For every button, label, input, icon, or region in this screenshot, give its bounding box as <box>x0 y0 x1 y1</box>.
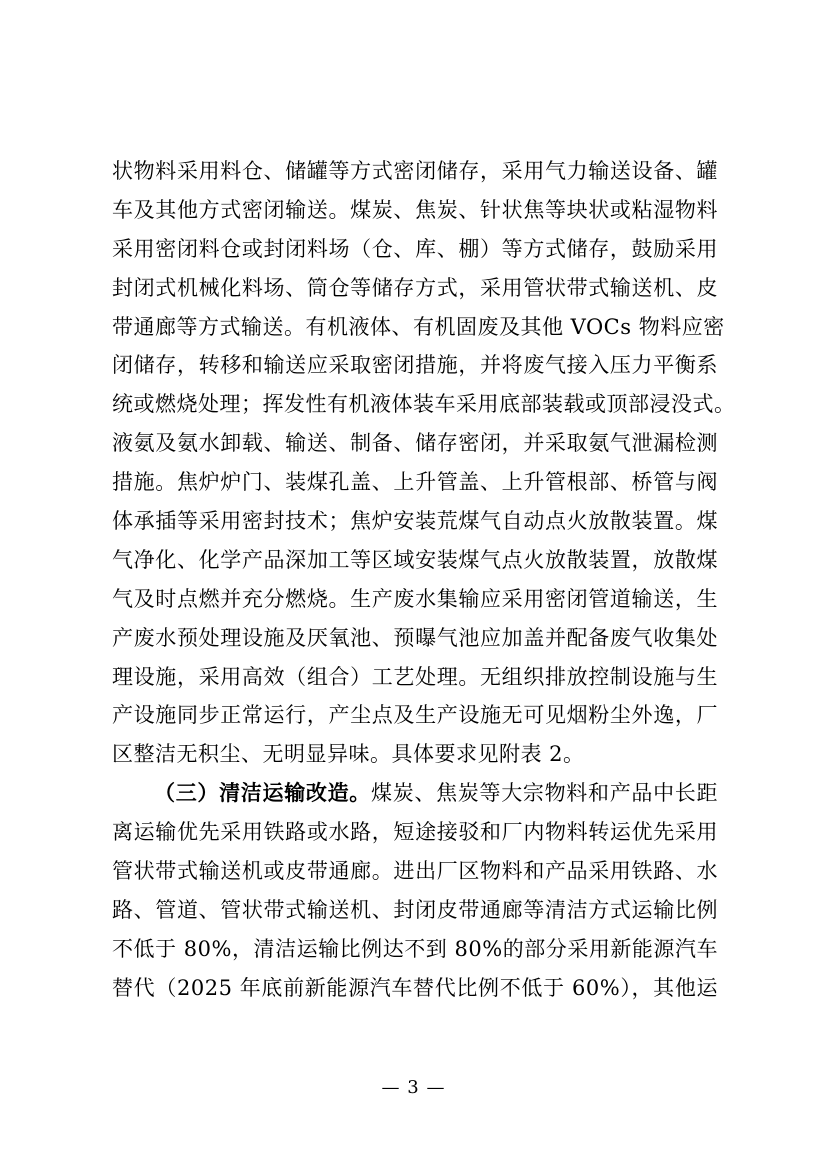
section-3-line-3: 管状带式输送机或皮带通廊。进出厂区物料和产品采用铁路、水 <box>112 859 718 884</box>
paragraph-line-10: 体承插等采用密封技术；焦炉安装荒煤气自动点火放散装置。煤 <box>112 509 718 534</box>
paragraph-line-3: 采用密闭料仓或封闭料场（仓、库、棚）等方式储存，鼓励采用 <box>112 236 718 261</box>
paragraph-line-12: 气及时点燃并充分燃烧。生产废水集输应采用密闭管道输送，生 <box>112 586 718 611</box>
body-text <box>112 152 736 1008</box>
paragraph-line-6: 闭储存，转移和输送应采取密闭措施，并将废气接入压力平衡系 <box>112 353 718 378</box>
paragraph-line-16: 区整洁无积尘、无明显异味。具体要求见附表 2。 <box>112 742 585 767</box>
section-3-line-2: 离运输优先采用铁路或水路，短途接驳和厂内物料转运优先采用 <box>112 820 718 845</box>
paragraph-line-7: 统或燃烧处理；挥发性有机液体装车采用底部装载或顶部浸没式。 <box>112 392 736 417</box>
paragraph-line-14: 理设施，采用高效（组合）工艺处理。无组织排放控制设施与生 <box>112 664 718 689</box>
paragraph-line-9: 措施。焦炉炉门、装煤孔盖、上升管盖、上升管根部、桥管与阀 <box>112 470 718 495</box>
section-3-line-4: 路、管道、管状带式输送机、封闭皮带通廊等清洁方式运输比例 <box>112 897 718 922</box>
paragraph-line-4: 封闭式机械化料场、筒仓等储存方式，采用管状带式输送机、皮 <box>112 275 718 300</box>
paragraph-line-1: 状物料采用料仓、储罐等方式密闭储存，采用气力输送设备、罐 <box>112 159 718 183</box>
section-3-line-6: 替代（2025 年底前新能源汽车替代比例不低于 60%），其他运 <box>112 975 718 1000</box>
paragraph-line-11: 气净化、化学产品深加工等区域安装煤气点火放散装置，放散煤 <box>112 547 718 572</box>
page-number: — 3 — <box>381 1077 446 1098</box>
section-3-first-line-text: 煤炭、焦炭等大宗物料和产品中长距 <box>371 781 718 806</box>
section-3-line-5: 不低于 80%，清洁运输比例达不到 80%的部分采用新能源汽车 <box>112 936 718 961</box>
paragraph-line-13: 产废水预处理设施及厌氧池、预曝气池应加盖并配备废气收集处 <box>112 625 718 650</box>
section-3-first-line <box>112 774 718 813</box>
section-3-heading: （三）清洁运输改造。 <box>154 780 371 806</box>
paragraph-line-5: 带通廊等方式输送。有机液体、有机固废及其他 VOCs 物料应密 <box>112 314 725 339</box>
paragraph-line-2: 车及其他方式密闭输送。煤炭、焦炭、针状焦等块状或粘湿物料 <box>112 197 718 222</box>
paragraph-line-15: 产设施同步正常运行，产尘点及生产设施无可见烟粉尘外逸，厂 <box>112 703 718 728</box>
paragraph-line-8: 液氨及氨水卸载、输送、制备、储存密闭，并采取氨气泄漏检测 <box>112 431 718 456</box>
